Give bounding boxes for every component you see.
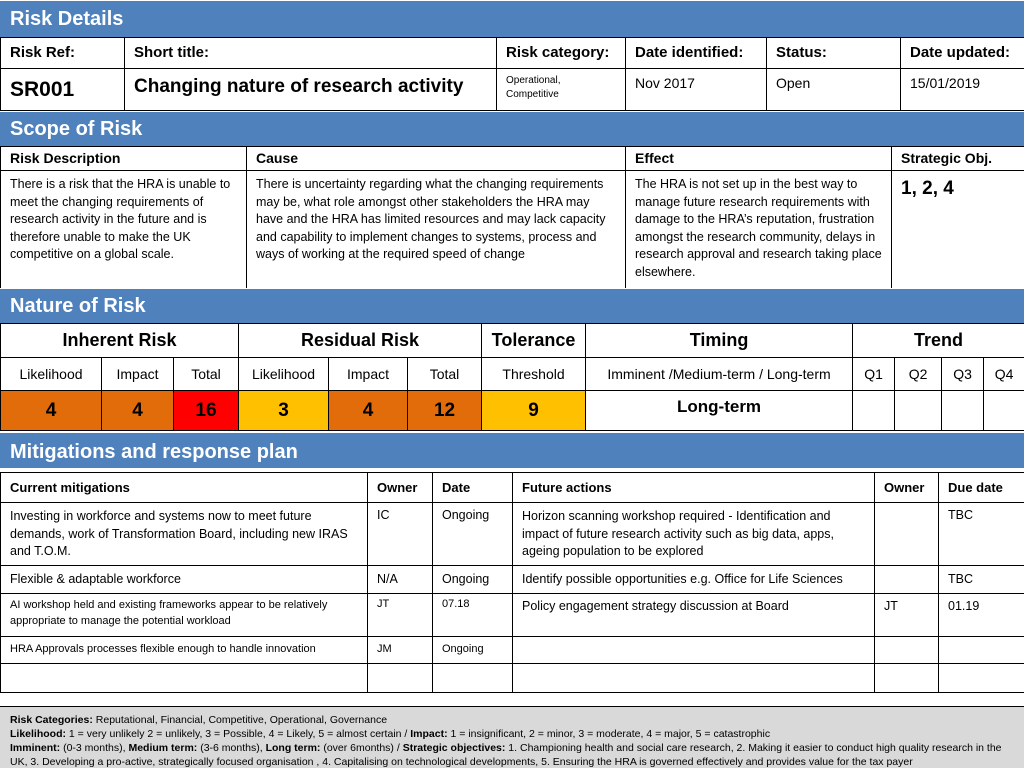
date-header: Date <box>433 473 513 503</box>
medium-term-text: (3-6 months), <box>197 742 266 754</box>
date-cell <box>433 664 513 693</box>
trend-q3-header: Q3 <box>942 358 984 391</box>
risk-category-value <box>497 69 626 111</box>
risk-description-header: Risk Description <box>1 147 247 171</box>
future-action: Horizon scanning workshop required - Identification and impact of future research activity such as big data, apps, ageing population to be explored <box>513 503 875 566</box>
nature-heading: Nature of Risk <box>0 288 1024 323</box>
nature-table <box>0 323 1024 431</box>
trend-q1-value <box>853 391 895 431</box>
long-term-label: Long term: <box>265 742 321 754</box>
table-row <box>1 664 1024 693</box>
strategic-obj-header: Strategic Obj. <box>892 147 1024 171</box>
due-date-cell: TBC <box>939 566 1024 594</box>
category-line: Competitive <box>506 89 559 100</box>
strategic-objectives-label: Strategic objectives: <box>402 742 506 754</box>
due-date-cell <box>939 664 1024 693</box>
current-mitigation: Investing in workforce and systems now to meet future demands, work of Transformation Board, including new IRAS and T.O.M. <box>1 503 368 566</box>
legend-footer <box>0 706 1024 768</box>
short-title-header: Short title: <box>125 38 497 69</box>
inherent-impact-score: 4 <box>102 391 174 431</box>
residual-total-header: Total <box>408 358 482 391</box>
strategic-objectives-text: 1. Championing health and social care research, 2. Making it easier to conduct high quality research in the UK, 3. Developing a pro-active, strategically focused organisation , 4. Capitalising on technological developments, 5. Ensuring the HRA is governed effectively and provides value for the tax payer <box>10 742 1002 768</box>
risk-category-header: Risk category: <box>497 38 626 69</box>
residual-likelihood-score: 3 <box>239 391 329 431</box>
effect-text: The HRA is not set up in the best way to manage future research requirements with damage to the HRA’s reputation, frustration amongst the research community, delays in research approval and research taking place elsewhere. <box>626 171 892 289</box>
impact-text: 1 = insignificant, 2 = minor, 3 = moderate, 4 = major, 5 = catastrophic <box>447 728 771 740</box>
legend-line <box>10 741 1014 768</box>
table-row <box>1 566 1024 594</box>
current-mitigation <box>1 664 368 693</box>
date-cell: Ongoing <box>433 566 513 594</box>
cause-text: There is uncertainty regarding what the changing requirements may be, what role amongst other stakeholders the HRA may have and the HRA has limited resources and may lack capacity and capability to implement changes to systems, process and ways of working at the required speed of change <box>247 171 626 289</box>
future-owner-cell <box>875 664 939 693</box>
current-mitigations-header: Current mitigations <box>1 473 368 503</box>
legend-line <box>10 713 1014 727</box>
future-actions-header: Future actions <box>513 473 875 503</box>
date-cell: Ongoing <box>433 503 513 566</box>
owner-cell: IC <box>368 503 433 566</box>
likelihood-text: 1 = very unlikely 2 = unlikely, 3 = Possible, 4 = Likely, 5 = almost certain / <box>66 728 411 740</box>
due-date-cell: 01.19 <box>939 594 1024 637</box>
date-cell: Ongoing <box>433 637 513 664</box>
timing-header: Timing <box>586 324 853 358</box>
inherent-likelihood-header: Likelihood <box>1 358 102 391</box>
residual-risk-header: Residual Risk <box>239 324 482 358</box>
future-owner-cell <box>875 566 939 594</box>
impact-label: Impact: <box>410 728 448 740</box>
trend-q4-value <box>984 391 1024 431</box>
scope-heading: Scope of Risk <box>0 111 1024 146</box>
date-updated-header: Date updated: <box>901 38 1024 69</box>
date-cell: 07.18 <box>433 594 513 637</box>
risk-ref-header: Risk Ref: <box>1 38 125 69</box>
future-action: Identify possible opportunities e.g. Office for Life Sciences <box>513 566 875 594</box>
owner-cell: JM <box>368 637 433 664</box>
strategic-obj-value: 1, 2, 4 <box>892 171 1024 289</box>
risk-details-table <box>0 37 1024 111</box>
due-date-cell: TBC <box>939 503 1024 566</box>
owner-header: Owner <box>368 473 433 503</box>
future-owner-cell <box>875 637 939 664</box>
inherent-total-score: 16 <box>174 391 239 431</box>
scope-table <box>0 146 1024 289</box>
date-identified-value: Nov 2017 <box>626 69 767 111</box>
inherent-impact-header: Impact <box>102 358 174 391</box>
imminent-label: Imminent: <box>10 742 61 754</box>
trend-q2-value <box>895 391 942 431</box>
long-term-text: (over 6months) / <box>320 742 403 754</box>
residual-impact-score: 4 <box>329 391 408 431</box>
owner-cell: JT <box>368 594 433 637</box>
category-line: Operational, <box>506 75 561 86</box>
due-date-cell <box>939 637 1024 664</box>
trend-q2-header: Q2 <box>895 358 942 391</box>
current-mitigation: HRA Approvals processes flexible enough to handle innovation <box>1 637 368 664</box>
effect-header: Effect <box>626 147 892 171</box>
risk-ref-value: SR001 <box>1 69 125 111</box>
inherent-likelihood-score: 4 <box>1 391 102 431</box>
imminent-text: (0-3 months), <box>60 742 129 754</box>
status-header: Status: <box>767 38 901 69</box>
short-title-value: Changing nature of research activity <box>125 69 497 111</box>
future-owner-cell: JT <box>875 594 939 637</box>
timing-options-header: Imminent /Medium-term / Long-term <box>586 358 853 391</box>
residual-impact-header: Impact <box>329 358 408 391</box>
trend-q4-header: Q4 <box>984 358 1024 391</box>
mitigations-heading: Mitigations and response plan <box>0 432 1024 468</box>
likelihood-label: Likelihood: <box>10 728 66 740</box>
cause-header: Cause <box>247 147 626 171</box>
future-action: Policy engagement strategy discussion at Board <box>513 594 875 637</box>
tolerance-threshold-score: 9 <box>482 391 586 431</box>
timing-value: Long-term <box>586 391 853 431</box>
residual-likelihood-header: Likelihood <box>239 358 329 391</box>
future-owner-header: Owner <box>875 473 939 503</box>
date-updated-value: 15/01/2019 <box>901 69 1024 111</box>
future-action <box>513 664 875 693</box>
trend-q3-value <box>942 391 984 431</box>
future-action <box>513 637 875 664</box>
trend-header: Trend <box>853 324 1024 358</box>
medium-term-label: Medium term: <box>128 742 198 754</box>
status-value: Open <box>767 69 901 111</box>
tolerance-header: Tolerance <box>482 324 586 358</box>
table-row <box>1 594 1024 637</box>
residual-total-score: 12 <box>408 391 482 431</box>
current-mitigation: Flexible & adaptable workforce <box>1 566 368 594</box>
future-owner-cell <box>875 503 939 566</box>
owner-cell <box>368 664 433 693</box>
inherent-total-header: Total <box>174 358 239 391</box>
legend-line <box>10 727 1014 741</box>
threshold-header: Threshold <box>482 358 586 391</box>
table-row <box>1 637 1024 664</box>
current-mitigation: AI workshop held and existing frameworks appear to be relatively appropriate to manage the potential workload <box>1 594 368 637</box>
risk-categories-label: Risk Categories: <box>10 714 93 726</box>
due-date-header: Due date <box>939 473 1024 503</box>
owner-cell: N/A <box>368 566 433 594</box>
risk-details-heading: Risk Details <box>0 0 1024 37</box>
date-identified-header: Date identified: <box>626 38 767 69</box>
table-row <box>1 503 1024 566</box>
trend-q1-header: Q1 <box>853 358 895 391</box>
risk-categories-text: Reputational, Financial, Competitive, Operational, Governance <box>92 714 388 726</box>
risk-description-text: There is a risk that the HRA is unable to meet the changing requirements of research activity in the future and is therefore unable to make the UK competitive on a global scale. <box>1 171 247 289</box>
mitigations-table <box>0 472 1024 693</box>
inherent-risk-header: Inherent Risk <box>1 324 239 358</box>
